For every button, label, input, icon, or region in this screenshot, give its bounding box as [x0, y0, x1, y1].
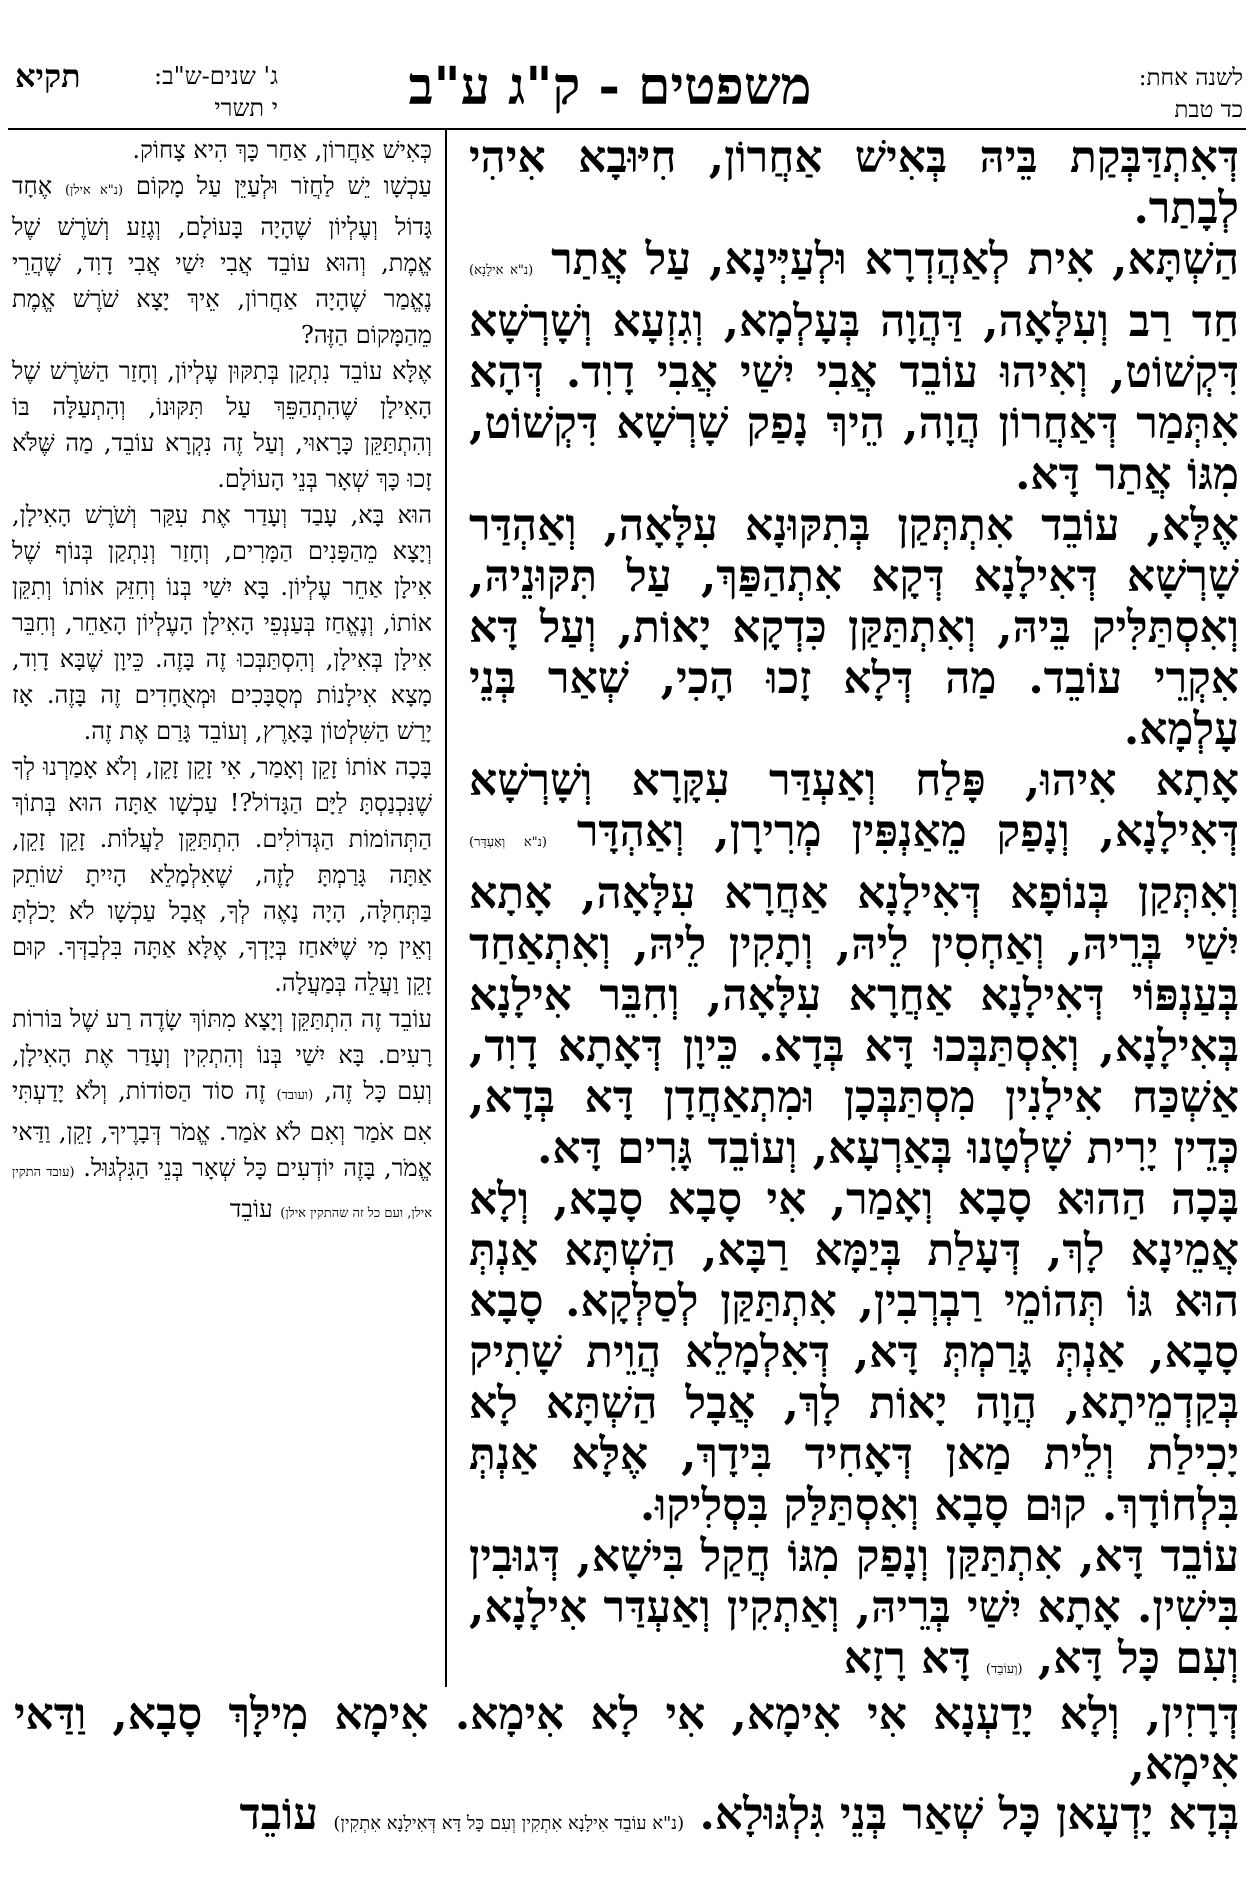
schedule-date: י תשרי [214, 94, 278, 122]
text: דָּא רָזָא [843, 1633, 971, 1684]
variant-note: (ועובד) [276, 1088, 314, 1103]
text: אֶחָד גָּדוֹל וְעֶלְיוֹן שֶׁהָיָה בָּעוֹלָם, וְגֶזַע וְשֹׁרֶשׁ שֶׁל אֱמֶת, וְהוּא עוֹבֵד אֲבִי יִשַׁי אֲבִי דָוִד, שֶׁהֲרֵי נֶאֱמַר שֶׁהָיָה אַחֲרוֹן, אֵיךְ יָצָא שֹׁרֶשׁ אֱמֶת מֵהַמָּקוֹם הַזֶּה? [12, 172, 432, 349]
text: אָתָא אִיהוּ, פָּלַח וְאַעְדַּר עִקָּרָא וְשָׁרְשָׁא דְּאִילָנָא, וְנָפַק מֵאַנְפִּין מְרִירָן, וְאַהְדָּר [469, 755, 1239, 857]
text: בָּכָה אוֹתוֹ זָקֵן וְאָמַר, אִי זָקֵן זָקֵן, וְלֹא אָמַרְנוּ לְךָ שֶׁנִּכְנַסְתָּ לַיָּם הַגָּדוֹל?! עַכְשָׁו אַתָּה הוּא בְּתוֹךְ הַתְּהוֹמוֹת הַגְּדוֹלִים. הִתְתַּקֵּן לַעֲלוֹת. זָקֵן זָקֵן, אַתָּה גָּרַמְתָּ לָזֶה, שֶׁאִלְמָלֵא הָיִיתָ שׁוֹתֵק בַּתְּחִלָּה, הָיָה נָאֶה לְךָ, אֲבָל עַכְשָׁו לֹא יָכֹלְתָּ וְאֵין מִי שֶׁיֹּאחַז בְּיָדְךָ, אֶלָּא אַתָּה בִּלְבַדְּךָ. קוּם זָקֵן וַעֲלֵה בְּמַעֲלָה. [12, 753, 432, 997]
daily-schedule-one-year [1013, 62, 1243, 126]
main-paragraph [469, 755, 1239, 1174]
main-paragraph [469, 132, 1239, 234]
text: דְּרָזִין, וְלָא יָדַעְנָא אִי אִימָא, אִי לָא אִימָא. אִימָא מִילָּךְ סָבָא, וַדַּאי אִימָא, [14, 1689, 1239, 1790]
page-number: תקיא [15, 57, 81, 95]
text: חַד רַב וְעִלָּאָה, דַּהֲוָה בְּעָלְמָא, וְגִזְעָא וְשָׁרְשָׁא דִּקְשׁוֹט, וְאִיהוּ עוֹבֵד אֲבִי יִשַׁי אֲבִי דָוִד. דְּהָא אִתְּמַר דְּאַחֲרוֹן הֲוָה, הֵיךְ נָפַק שָׁרְשָׁא דִּקְשׁוֹט, מִגּוֹ אֲתַר דָּא. [469, 296, 1239, 500]
variant-note: (וְעוֹבֵד) [985, 1662, 1023, 1677]
text: הוּא בָּא, עָבַד וְעָדַר אֶת עִקַּר וְשֹׁרֶשׁ הָאִילָן, וְיָצָא מֵהַפָּנִים הַמָּרִים, וְחָזַר וְנִתְקַן בְּנוֹף שֶׁל אִילָן אַחֵר עֶלְיוֹן. בָּא יִשַׁי בְּנוֹ וְחִזֵּק אוֹתוֹ וְתִקֵּן אוֹתוֹ, וְנֶאֱחַז בְּעַנְפֵי הָאִילָן הָעֶלְיוֹן הָאַחֵר, וְחִבֵּר אִילָן בְּאִילָן, וְהִסְתַּבְּכוּ זֶה בָּזֶה. כֵּיוָן שֶׁבָּא דָוִד, מָצָא אִילָנוֹת מְסֻבָּכִים וּמְאֻחָדִים זֶה בָּזֶה. אָז יָרַשׁ הַשִּׁלְטוֹן בָּאָרֶץ, וְעוֹבֵד גָּרַם אֶת זֶה. [12, 501, 432, 745]
schedule-label: ג' שנים-ש"ב: [153, 62, 278, 90]
text: בָּכָה הַהוּא סָבָא וְאָמַר, אִי סָבָא סָבָא, וְלָא אֲמֵינָא לָךְ, דְּעָלַת בְּיַמָּא רַבָּא, הַשְׁתָּא אַנְתְּ הוּא גּוֹ תְּהוֹמֵי רַבְרְבִין, אִתְתַּקַּן לְסַלְּקָא. סָבָא סָבָא, אַנְתְּ גָּרַמְתְּ דָּא, דְּאִלְמָלֵא הֲוֵית שָׁתִיק בְּקַדְמֵיתָא, הֲוָה יָאוֹת לָךְ, אֲבָל הַשְׁתָּא לָא יָכִילַת וְלֵית מַאן דְּאָחִיד בִּידָךְ, אֶלָּא אַנְתְּ בִּלְחוֹדָךְ. קוּם סָבָא וְאִסְתַּלַּק בִּסְלִיקוּ. [469, 1174, 1239, 1531]
text: אֶלָּא, עוֹבֵד אִתְתְּקַן בְּתִקּוּנָא עִלָּאָה, וְאַהְדַּר שָׁרְשָׁא דְּאִילָנָא דְּקָא אִתְהַפַּךְ, עַל תִּקּוּנֵיהּ, וְאִסְתַּלִּיק בֵּיהּ, וְאִתְתַּקַּן כִּדְקָא יָאוֹת, וְעַל דָּא אִקְרֵי עוֹבֵד. מַה דְּלָא זָכוּ הָכִי, שְׁאַר בְּנֵי עָלְמָא. [469, 500, 1239, 755]
text: זֶה סוֹד הַסּוֹדוֹת, וְלֹא יָדַעְתִּי אִם אֹמַר וְאִם לֹא אֹמַר. אֱמֹר דְּבָרֶיךָ, זָקֵן, וַדַּאי אֱמֹר, בָּזֶה יוֹדְעִים כָּל שְׁאָר בְּנֵי הַגִּלְגּוּל. [12, 1077, 432, 1182]
text: אֶלָּא עוֹבֵד נִתְקַן בְּתִקּוּן עֶלְיוֹן, וְחָזַר הַשֹּׁרֶשׁ שֶׁל הָאִילָן שֶׁהִתְהַפֵּךְ עַל תִּקּוּנוֹ, וְהִתְעַלָּה בּוֹ וְהִתְתַּקֵּן כָּרָאוּי, וְעַל זֶה נִקְרָא עוֹבֵד, מַה שֶּׁלֹּא זָכוּ כָּךְ שְׁאָר בְּנֵי הָעוֹלָם. [12, 357, 432, 493]
text: וְאִתְּקַן בְּנוֹפָא דְּאִילָנָא אַחֲרָא עִלָּאָה, אָתָא יִשַׁי בְּרֵיהּ, וְאַחְסִין לֵיהּ, וְתָקִין לֵיהּ, וְאִתְאַחַד בְּעַנְפּוֹי דְּאִילָנָא אַחֲרָא עִלָּאָה, וְחִבֵּר אִילָנָא בְּאִילָנָא, וְאִסְתַּבְּכוּ דָּא בְּדָא. כֵּיוָן דְּאָתָא דָוִד, אַשְׁכַּח אִילָנִין מִסְתַּבְּכָן וּמִתְאַחֲדָן דָּא בְּדָא, כְּדֵין יָרִית שָׁלְטָנוּ בְּאַרְעָא, וְעוֹבֵד גָּרִים דָּא. [469, 868, 1239, 1174]
side-paragraph [12, 1001, 432, 1232]
side-paragraph [12, 749, 432, 1001]
text: עוֹבֵד דָּא, אִתְתַּקַּן וְנָפַק מִגּוֹ חֲקַל בִּישָׁא, דְּגוּבִין בִּישִׁין. אָתָא יִשַׁי בְּרֵיהּ, וְאַתְקִין וְאַעְדַּר אִילָנָא, וְעִם כָּל דָּא, [469, 1531, 1239, 1684]
text: הַשְׁתָּא, אִית לְאַהֲדְרָא וּלְעַיְּינָא, עַל אֲתַר [551, 234, 1239, 285]
variant-note: (נ"א וְאַעְדַּר) [469, 835, 547, 850]
main-paragraph [469, 1531, 1239, 1695]
variant-note: (נ"א עוֹבֵד אִילָנָא אִתְקִין וְעִם כָּל דָּא דְּאִילָנָא אִתְקִין) [333, 1813, 685, 1834]
main-paragraph [469, 500, 1239, 755]
main-paragraph [469, 1174, 1239, 1531]
schedule-info [103, 60, 278, 124]
variant-note: (נ"א אילָנָא) [469, 263, 534, 278]
page-header [0, 0, 1253, 123]
text: עַכְשָׁו יֵשׁ לַחֲזֹר וּלְעַיֵּן עַל מָקוֹם [135, 172, 433, 200]
main-paragraph [469, 234, 1239, 500]
bottom-line [14, 1690, 1239, 1790]
header-divider [8, 128, 1246, 130]
side-paragraph [12, 132, 432, 168]
side-paragraph [12, 497, 432, 749]
aramaic-main-text-continued [14, 1690, 1239, 1849]
hebrew-translation-text [12, 132, 432, 1232]
text: בְּדָא יָדְעָאן כָּל שְׁאַר בְּנֵי גִּלְגּוּלָא. [699, 1789, 1239, 1840]
schedule-label: לשנה אחת: [1138, 65, 1243, 91]
variant-note: (נ"א אילן) [64, 183, 124, 198]
text: כְּאִישׁ אַחֲרוֹן, אַחַר כָּךְ הִיא צָחוֹק. [132, 136, 432, 164]
schedule-date: כד טבת [1174, 97, 1243, 123]
side-paragraph [12, 168, 432, 353]
page-title: משפטים - ק"ג ע"ב [408, 56, 812, 117]
side-paragraph [12, 353, 432, 497]
bottom-line [14, 1790, 1239, 1849]
text: עוֹבֵד זֶה הִתְתַּקֵּן וְיָצָא מִתּוֹךְ שָׂדֶה רַע שֶׁל בּוֹרוֹת רָעִים. בָּא יִשַׁי בְּנוֹ וְהִתְקִין וְעָדַר אֶת הָאִילָן, וְעִם כָּל זֶה, [12, 1005, 433, 1105]
variant-note: (עובד התקין אילן, ועם כל זה שהתקין אילן) [12, 1165, 432, 1221]
aramaic-main-text [469, 132, 1239, 1695]
text: דְּאִתְדַּבְּקַת בֵּיהּ בְּאִישׁ אַחֲרוֹן, חִיּוּבָא אִיהִי לְבָתַר. [469, 132, 1239, 234]
column-divider [445, 130, 447, 1687]
text: עוֹבֵד [239, 1789, 318, 1840]
text: עוֹבֵד [229, 1195, 273, 1223]
